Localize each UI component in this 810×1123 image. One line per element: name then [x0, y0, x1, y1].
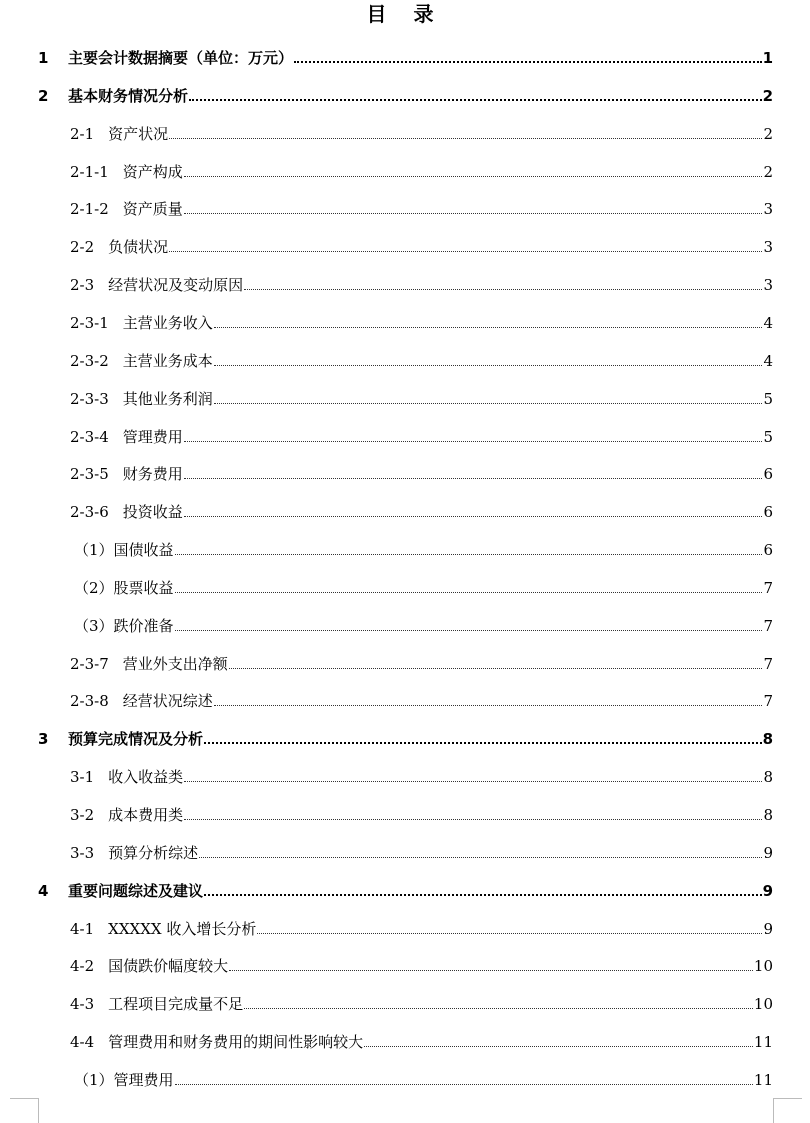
- toc-entry-label: [38, 881, 204, 901]
- toc-entry-label: [70, 313, 214, 333]
- toc-entry[interactable]: [70, 950, 773, 976]
- toc-entry-page-number: 7: [763, 692, 773, 711]
- toc-entry[interactable]: [74, 1064, 773, 1090]
- toc-entry-page-number: 4: [763, 351, 773, 370]
- toc-entry[interactable]: [70, 685, 773, 711]
- toc-entry-number: 4-1: [70, 919, 95, 938]
- toc-entry-page-number: 9: [763, 843, 773, 862]
- toc-entry-text: 成本费用类: [108, 806, 184, 824]
- toc-entry-text: 基本财务情况分析: [68, 86, 189, 105]
- toc-entry-text: 主营业务成本: [122, 351, 213, 370]
- toc-entry-label: [70, 654, 229, 674]
- toc-entry-number: 3: [38, 730, 49, 749]
- toc-entry[interactable]: [70, 648, 773, 674]
- dot-leader: [199, 857, 762, 858]
- toc-entry-text: 主营业务收入: [122, 313, 213, 332]
- toc-entry[interactable]: [74, 534, 773, 560]
- toc-entry-page-number: 3: [763, 276, 773, 295]
- toc-entry-number: 2-3-2: [70, 351, 109, 370]
- dot-leader: [169, 251, 762, 252]
- toc-entry-label: [70, 124, 169, 144]
- toc-entry-label: [38, 48, 294, 68]
- toc-entry-number: 2-3-8: [70, 692, 109, 711]
- toc-entry-text: 经营状况及变动原因: [108, 276, 244, 295]
- dot-leader: [189, 99, 762, 101]
- dot-leader: [175, 592, 763, 593]
- toc-entry-page-number: 6: [763, 503, 773, 522]
- toc-entry[interactable]: [70, 118, 773, 144]
- toc-entry-number: 2: [38, 86, 49, 105]
- dot-leader: [229, 668, 763, 669]
- toc-entry-label: [70, 767, 184, 787]
- toc-entry-page-number: 7: [763, 654, 773, 673]
- toc-entry-page-number: 4: [763, 313, 773, 332]
- toc-entry-label: [70, 389, 214, 409]
- toc-entry-text: 跌价准备: [113, 616, 174, 635]
- toc-entry-text: 工程项目完成量不足: [108, 995, 244, 1014]
- toc-entry-page-number: 2: [763, 124, 773, 143]
- dot-leader: [184, 781, 762, 782]
- toc-entry-text: XXXXX 收入增长分析: [108, 919, 257, 938]
- toc-entry-number: 2-3: [70, 276, 95, 295]
- toc-entry-label: [70, 805, 184, 825]
- toc-entry-page-number: 5: [763, 427, 773, 446]
- toc-entry-text: 国债收益: [113, 541, 174, 560]
- toc-entry-page-number: 1: [762, 49, 773, 67]
- toc-entry[interactable]: [70, 307, 773, 333]
- toc-entry-number: （2）: [74, 578, 114, 597]
- toc-entry-label: [70, 351, 214, 371]
- toc-entry-page-number: 3: [763, 200, 773, 219]
- toc-entry-label: [74, 540, 175, 560]
- toc-entry-text: 财务费用: [122, 465, 183, 484]
- toc-entry[interactable]: [70, 988, 773, 1014]
- page-corner-mark-right: [773, 1098, 802, 1123]
- toc-entry-label: [38, 86, 189, 106]
- toc-entry-label: [70, 502, 184, 522]
- toc-entry[interactable]: [70, 269, 773, 295]
- toc-entry-number: 3-1: [70, 768, 95, 787]
- dot-leader: [175, 1084, 753, 1085]
- dot-leader: [175, 554, 763, 555]
- toc-entry[interactable]: [74, 572, 773, 598]
- toc-entry-label: [70, 275, 244, 295]
- toc-entry-number: （1）: [74, 541, 114, 560]
- dot-leader: [204, 742, 762, 744]
- dot-leader: [169, 138, 762, 139]
- toc-entry[interactable]: [70, 761, 773, 787]
- toc-entry-number: 3-3: [70, 843, 95, 862]
- toc-entry-text: 资产状况: [108, 124, 169, 143]
- toc-entry[interactable]: [70, 1026, 773, 1052]
- toc-entry-number: 4-4: [70, 1033, 95, 1052]
- dot-leader: [364, 1046, 753, 1047]
- toc-entry-number: 4: [38, 881, 49, 900]
- dot-leader: [244, 1008, 753, 1009]
- toc-entry-label: [38, 729, 204, 749]
- toc-entry[interactable]: [70, 156, 773, 182]
- toc-entry-page-number: 3: [763, 238, 773, 257]
- toc-entry-number: 2-2: [70, 238, 95, 257]
- toc-entry-page-number: 9: [762, 881, 773, 900]
- toc-entry-number: 2-3-7: [70, 654, 109, 673]
- toc-entry-page-number: 8: [763, 768, 773, 787]
- dot-leader: [184, 441, 763, 442]
- dot-leader: [214, 705, 763, 706]
- dot-leader: [294, 61, 762, 63]
- toc-entry[interactable]: [70, 458, 773, 484]
- toc-entry-text: 其他业务利润: [122, 389, 213, 408]
- toc-entry[interactable]: [38, 875, 773, 901]
- toc-entry-label: [74, 616, 175, 636]
- toc-entry[interactable]: [70, 421, 773, 447]
- toc-entry-page-number: 5: [763, 389, 773, 408]
- toc-entry-page-number: 11: [753, 1070, 773, 1089]
- toc-entry-text: 负债状况: [108, 238, 169, 257]
- toc-entry-text: 预算完成情况及分析: [68, 730, 204, 749]
- toc-entry-label: [74, 1070, 175, 1090]
- toc-entry-label: [70, 1032, 364, 1052]
- toc-entry-text: 重要问题综述及建议: [68, 881, 204, 900]
- toc-entry-number: （3）: [74, 616, 114, 635]
- toc-entry-label: [70, 427, 184, 447]
- toc-entry-number: 2-3-5: [70, 465, 109, 484]
- toc-entry[interactable]: [38, 723, 773, 749]
- toc-entry-text: 管理费用和财务费用的期间性影响较大: [108, 1033, 364, 1052]
- dot-leader: [184, 176, 763, 177]
- toc-entry[interactable]: [74, 610, 773, 636]
- toc-entry-label: [70, 843, 199, 863]
- page-corner-mark-left: [10, 1098, 39, 1123]
- dot-leader: [257, 933, 762, 934]
- toc-title: 目 录: [366, 2, 444, 26]
- toc-entry-text: 管理费用: [113, 1070, 174, 1089]
- toc-entry-text: 资产质量: [122, 200, 183, 219]
- dot-leader: [184, 213, 763, 214]
- toc-entry[interactable]: [70, 231, 773, 257]
- toc-entry-page-number: 8: [762, 730, 773, 749]
- toc-entry[interactable]: [70, 496, 773, 522]
- toc-entry-text: 股票收益: [113, 578, 174, 597]
- toc-entry-page-number: 9: [763, 919, 773, 938]
- toc-entry-number: （1）: [74, 1070, 114, 1089]
- dot-leader: [214, 403, 763, 404]
- toc-entry-number: 1: [38, 49, 49, 67]
- toc-entry[interactable]: [38, 42, 773, 68]
- dot-leader: [184, 516, 763, 517]
- toc-entry-number: 2-3-4: [70, 427, 109, 446]
- toc-entry-number: 2-1: [70, 124, 95, 143]
- toc-entry-label: [74, 578, 175, 598]
- toc-entry-text: 管理费用: [122, 427, 183, 446]
- toc-entry-text: 资产构成: [122, 162, 183, 181]
- toc-entry-number: 2-3-1: [70, 313, 109, 332]
- dot-leader: [175, 630, 763, 631]
- toc-entry-text: 国债跌价幅度较大: [108, 957, 229, 976]
- toc-entry-number: 2-3-3: [70, 389, 109, 408]
- dot-leader: [204, 894, 762, 896]
- toc-entry-text: 营业外支出净额: [122, 654, 228, 673]
- toc-entry-page-number: 2: [762, 86, 773, 105]
- toc-entry-page-number: 6: [763, 465, 773, 484]
- toc-entry-page-number: 6: [763, 541, 773, 560]
- toc-entry-page-number: 10: [753, 995, 773, 1014]
- toc-entry-text: 预算分析综述: [108, 843, 199, 862]
- toc-entry-number: 2-1-1: [70, 162, 109, 181]
- toc-entry-label: [70, 919, 257, 939]
- toc-entry-number: 4-2: [70, 957, 95, 976]
- toc-entry-label: [70, 199, 184, 219]
- toc-entry-page-number: 2: [763, 162, 773, 181]
- dot-leader: [184, 478, 763, 479]
- toc-entry[interactable]: [70, 913, 773, 939]
- toc-entry-page-number: 7: [763, 616, 773, 635]
- dot-leader: [184, 819, 762, 820]
- dot-leader: [214, 327, 763, 328]
- toc-entry-number: 2-3-6: [70, 503, 109, 522]
- toc-entry-page-number: 7: [763, 578, 773, 597]
- toc-entry-label: [70, 691, 214, 711]
- toc-entry-number: 2-1-2: [70, 200, 109, 219]
- toc-entry[interactable]: [70, 799, 773, 825]
- toc-entry-page-number: 8: [763, 806, 773, 824]
- toc-entry-text: 投资收益: [122, 503, 183, 522]
- toc-entry-page-number: 10: [753, 957, 773, 976]
- toc-entry-number: 3-2: [70, 806, 95, 824]
- dot-leader: [229, 970, 753, 971]
- dot-leader: [214, 365, 763, 366]
- toc-entry-label: [70, 464, 184, 484]
- toc-entry[interactable]: [70, 193, 773, 219]
- toc-entry-label: [70, 956, 229, 976]
- toc-entry-label: [70, 237, 169, 257]
- toc-entry-number: 4-3: [70, 995, 95, 1014]
- toc-entry-label: [70, 994, 244, 1014]
- toc-entry-text: 收入收益类: [108, 768, 184, 787]
- toc-entry[interactable]: [70, 383, 773, 409]
- dot-leader: [244, 289, 762, 290]
- toc-entry[interactable]: [70, 837, 773, 863]
- toc-entry-text: 主要会计数据摘要（单位：万元）: [68, 49, 294, 67]
- toc-entry[interactable]: [70, 345, 773, 371]
- toc-entry[interactable]: [38, 80, 773, 106]
- toc-entry-label: [70, 162, 184, 182]
- toc-entry-page-number: 11: [753, 1033, 773, 1052]
- toc-entry-text: 经营状况综述: [122, 692, 213, 711]
